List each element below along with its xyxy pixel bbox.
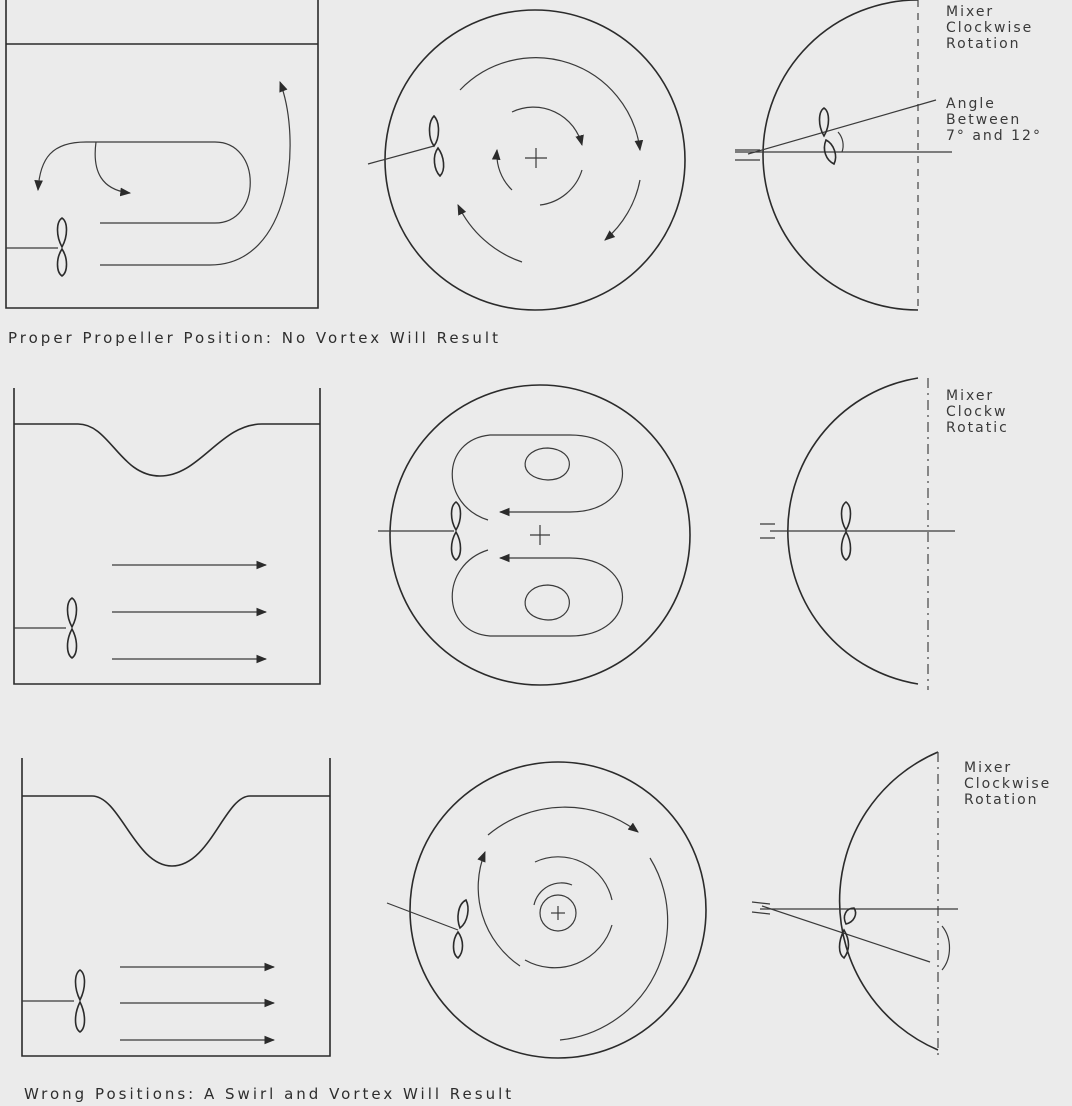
row1-tank-top-view xyxy=(368,10,685,310)
row1-mixer-line1: Mixer xyxy=(946,4,995,20)
row3-mixer-line1: Mixer xyxy=(964,760,1013,776)
row2-propeller-icon xyxy=(68,598,77,658)
row1-angle-line1: Angle xyxy=(946,96,996,112)
proper-position-caption: Proper Propeller Position: No Vortex Will Result xyxy=(8,329,501,347)
row1-angle-propeller-icon xyxy=(820,108,836,164)
row2-mixer-line2: Clockw xyxy=(946,404,1008,420)
row1-propeller-icon xyxy=(58,218,67,276)
row1-top-propeller-icon xyxy=(430,116,444,176)
row2-mixer-line1: Mixer xyxy=(946,388,995,404)
row3-propeller-icon xyxy=(76,970,85,1032)
row3-angle-view xyxy=(752,752,958,1056)
row3-angle-propeller-icon xyxy=(840,908,856,958)
row1-angle-line3: 7° and 12° xyxy=(946,128,1042,144)
row1-mixer-line3: Rotation xyxy=(946,36,1021,52)
row2-mixer-label xyxy=(946,388,1009,436)
row2-mixer-line3: Rotatic xyxy=(946,420,1009,436)
row2-angle-view xyxy=(760,378,955,690)
row1-angle-line2: Between xyxy=(946,112,1022,128)
row3-mixer-label xyxy=(964,760,1051,808)
row1-mixer-line2: Clockwise xyxy=(946,20,1034,36)
row1-angle-label xyxy=(946,96,1042,144)
row2-tank-side-view xyxy=(14,388,320,684)
row3-mixer-line3: Rotation xyxy=(964,792,1039,808)
row1-mixer-label xyxy=(946,4,1033,52)
row3-mixer-line2: Clockwise xyxy=(964,776,1052,792)
row3-tank-side-view xyxy=(22,758,330,1056)
row1-tank-side-view xyxy=(6,0,318,308)
row1-angle-view xyxy=(735,0,952,310)
row3-tank-top-view xyxy=(387,762,706,1058)
wrong-position-caption: Wrong Positions: A Swirl and Vortex Will Result xyxy=(24,1085,515,1103)
row2-tank-top-view xyxy=(378,385,690,685)
